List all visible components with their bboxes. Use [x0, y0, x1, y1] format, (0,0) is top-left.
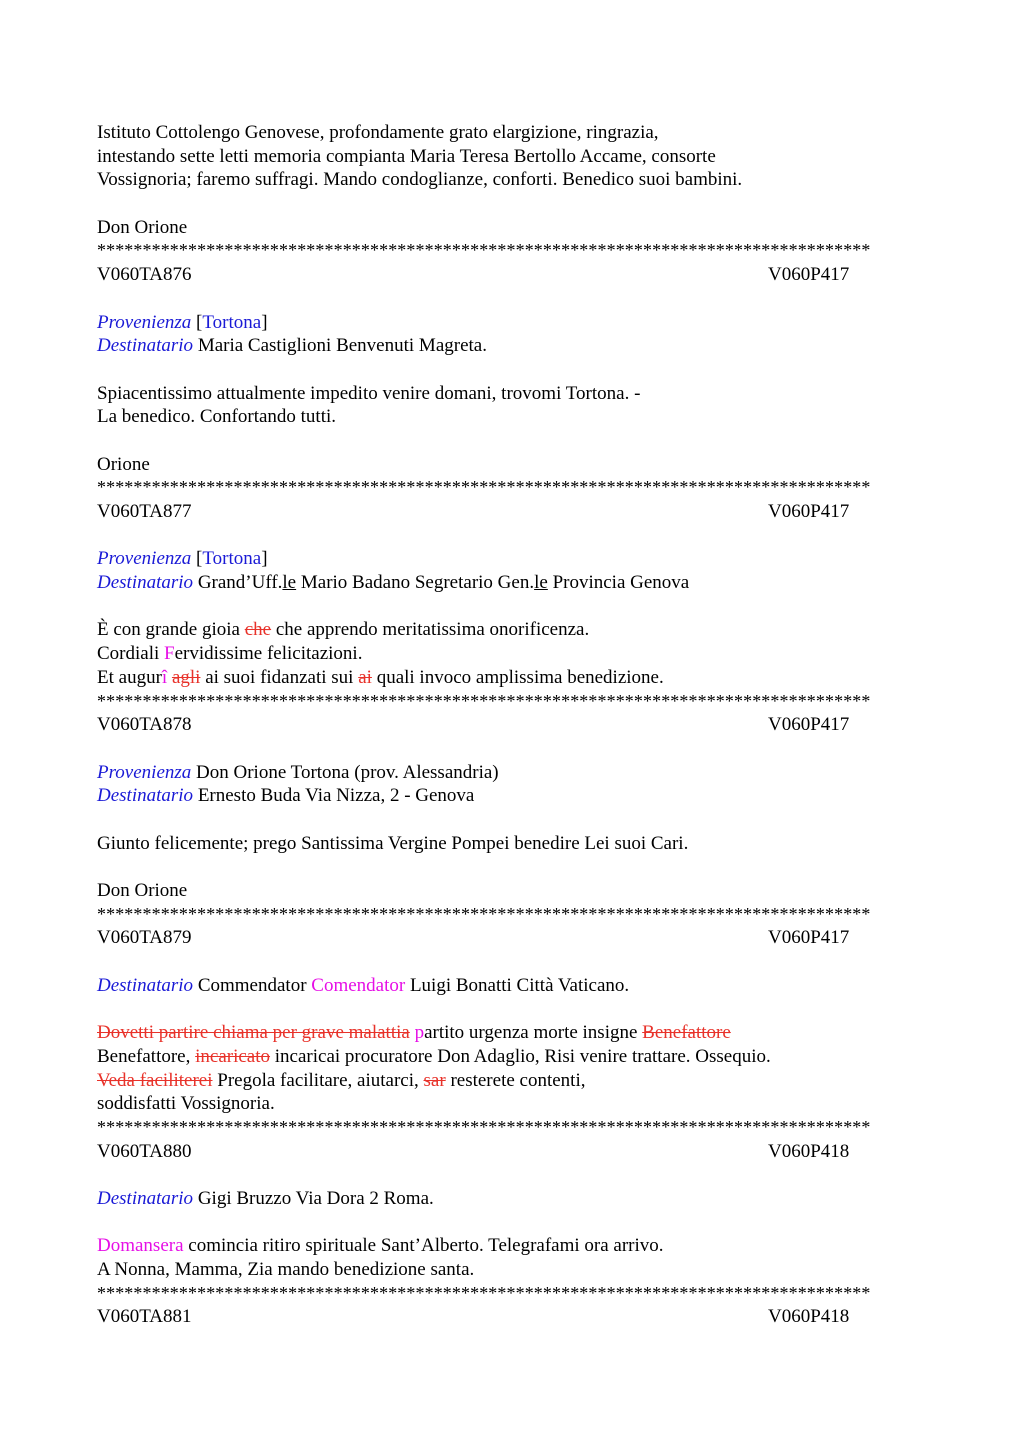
- deleted-text: incaricato: [195, 1045, 271, 1067]
- body-line: Dovetti partire chiama per grave malattia partito urgenza morte insigne Benefattore: [97, 1022, 731, 1044]
- body-line: Cordiali Fervidissime felicitazioni.: [97, 643, 363, 665]
- provenienza-value: Don Orione Tortona (prov. Alessandria): [196, 761, 499, 783]
- page-ref: V060P418: [768, 1306, 850, 1328]
- body-line: A Nonna, Mamma, Zia mando benedizione santa.: [97, 1259, 475, 1280]
- separator: *************************************************************************************: [97, 1282, 871, 1303]
- provenienza-place: Tortona: [202, 548, 262, 570]
- deleted-text: che: [244, 619, 272, 641]
- entry-header: [97, 926, 927, 950]
- entry-code: V060TA881: [97, 1306, 192, 1328]
- separator: *************************************************************************************: [97, 1116, 871, 1137]
- separator: *************************************************************************************: [97, 690, 871, 711]
- destinatario-label: Destinatario: [97, 974, 194, 996]
- page-ref: V060P417: [768, 264, 850, 286]
- separator: *************************************************************************************: [97, 240, 871, 261]
- entry-header: [97, 713, 927, 737]
- deleted-text: ai: [358, 666, 372, 688]
- inserted-text: Comendator: [311, 974, 406, 996]
- entry-code: V060TA878: [97, 714, 192, 736]
- destinatario-line: Destinatario Commendator Comendator Luigi Bonatti Città Vaticano.: [97, 974, 630, 996]
- destinatario-label: Destinatario: [97, 335, 194, 357]
- separator: *************************************************************************************: [97, 477, 871, 498]
- destinatario-value: Gigi Bruzzo Via Dora 2 Roma.: [197, 1187, 434, 1209]
- provenienza-place: Tortona: [202, 311, 262, 333]
- destinatario-value: Ernesto Buda Via Nizza, 2 - Genova: [197, 785, 475, 807]
- body-line: È con grande gioia che che apprendo meritatissima onorificenza.: [97, 619, 590, 641]
- body-line: Et augurî agli ai suoi fidanzati sui ai quali invoco amplissima benedizione.: [97, 666, 664, 688]
- entry-code: V060TA877: [97, 501, 192, 522]
- deleted-text: Dovetti partire chiama per grave malattia: [97, 1022, 410, 1044]
- destinatario-label: Destinatario: [97, 572, 194, 594]
- destinatario-line: [97, 1187, 927, 1211]
- body-line: Benefattore, incaricato incaricai procuratore Don Adaglio, Risi venire trattare. Ossequio.: [97, 1045, 771, 1067]
- deleted-text: agli: [171, 666, 201, 688]
- entry-header: [97, 1305, 927, 1329]
- body-line: Domansera comincia ritiro spirituale Sant’Alberto. Telegrafami ora arrivo.: [97, 1235, 664, 1257]
- body-line: soddisfatti Vossignoria.: [97, 1093, 275, 1115]
- provenienza-label: Provenienza: [97, 761, 192, 783]
- destinatario-value: Maria Castiglioni Benvenuti Magreta.: [197, 335, 487, 357]
- inserted-text: î: [161, 666, 168, 688]
- intro-line-1: Istituto Cottolengo Genovese, profondamente grato elargizione, ringrazia,: [97, 122, 659, 143]
- entry-code: V060TA879: [97, 927, 192, 949]
- entry-code: V060TA880: [97, 1140, 192, 1162]
- inserted-text: Domansera: [97, 1235, 184, 1257]
- entry-header: [97, 1140, 927, 1164]
- page-ref: V060P417: [768, 714, 850, 736]
- body-line: Giunto felicemente; prego Santissima Vergine Pompei benedire Lei suoi Cari.: [97, 832, 689, 854]
- provenienza-line: [97, 761, 927, 785]
- destinatario-line: Destinatario Grand’Uff.le Mario Badano Segretario Gen.le Provincia Genova: [97, 572, 690, 594]
- entry-code: V060TA876: [97, 264, 192, 286]
- intro-line-2: intestando sette letti memoria compianta Maria Teresa Bertollo Accame, consorte: [97, 145, 716, 167]
- intro-signature: Don Orione: [97, 216, 188, 238]
- provenienza-label: Provenienza: [97, 311, 192, 333]
- deleted-text: Veda faciliterei: [97, 1069, 213, 1091]
- signature: Don Orione: [97, 880, 188, 901]
- document-page: [97, 121, 927, 1329]
- signature: Orione: [97, 453, 150, 475]
- body-line: La benedico. Confortando tutti.: [97, 406, 337, 428]
- inserted-text: p: [414, 1022, 425, 1044]
- provenienza-line: Provenienza [Tortona]: [97, 548, 268, 570]
- destinatario-line: [97, 334, 927, 358]
- page-ref: V060P417: [768, 927, 850, 949]
- destinatario-label: Destinatario: [97, 1187, 194, 1209]
- body-line: Veda faciliterei Pregola facilitare, aiutarci, sar resterete contenti,: [97, 1069, 586, 1091]
- intro-line-3: Vossignoria; faremo suffragi. Mando condoglianze, conforti. Benedico suoi bambini.: [97, 169, 743, 191]
- deleted-text: Benefattore: [642, 1022, 731, 1044]
- body-line: Spiacentissimo attualmente impedito venire domani, trovomi Tortona. -: [97, 382, 641, 404]
- page-ref: V060P418: [768, 1140, 850, 1162]
- entry-header: [97, 500, 927, 524]
- page-ref: V060P417: [768, 501, 850, 522]
- destinatario-label: Destinatario: [97, 785, 194, 807]
- inserted-text: F: [164, 643, 175, 665]
- provenienza-line: Provenienza [Tortona]: [97, 311, 268, 333]
- separator: *************************************************************************************: [97, 903, 871, 924]
- destinatario-line: [97, 784, 927, 808]
- entry-header: [97, 263, 927, 287]
- deleted-text: sar: [423, 1069, 446, 1091]
- provenienza-label: Provenienza: [97, 548, 192, 570]
